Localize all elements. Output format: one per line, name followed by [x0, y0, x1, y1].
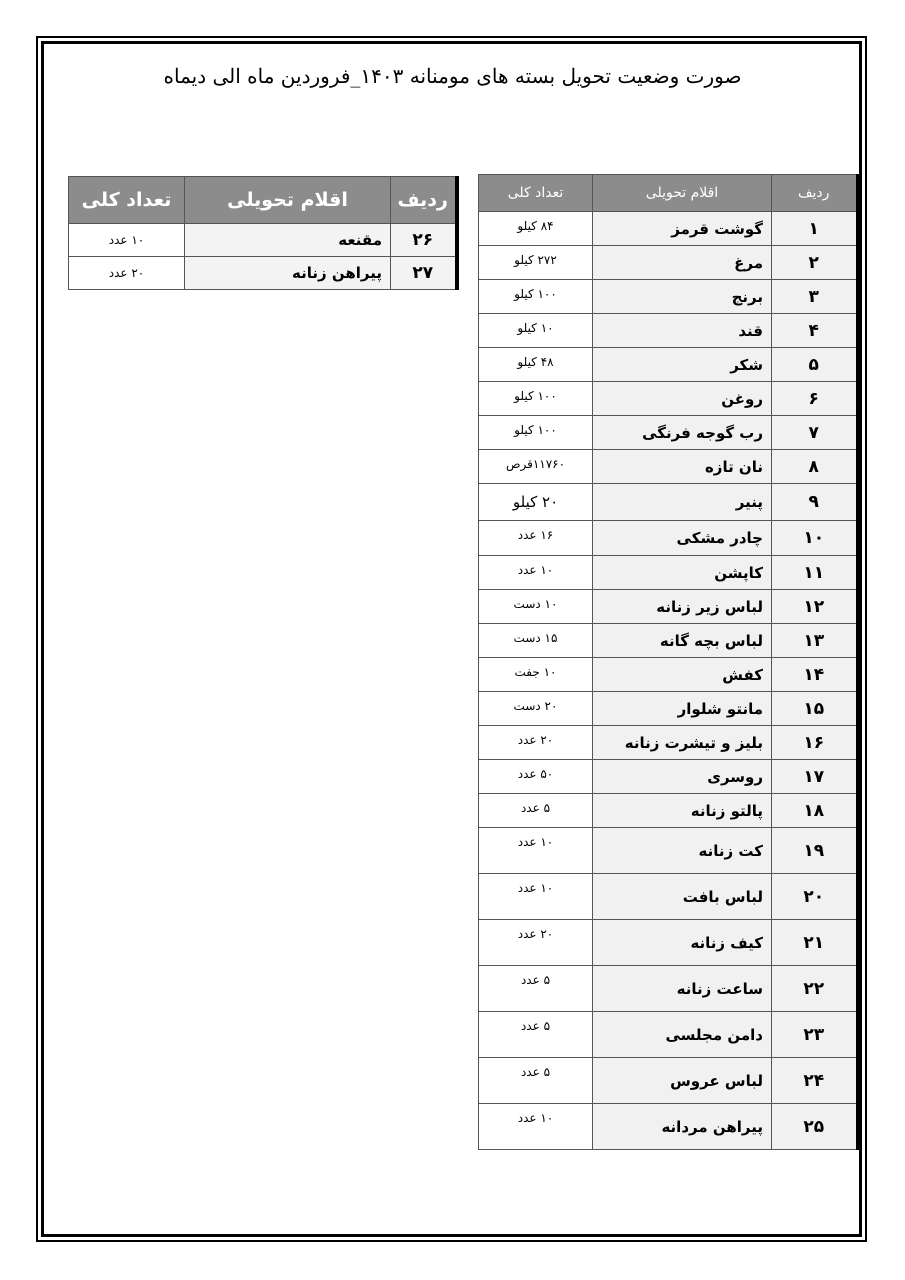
- main-table-item-name: کفش: [593, 658, 772, 692]
- main-table-item-name: گوشت قرمز: [593, 212, 772, 246]
- main-table-item-name: قند: [593, 314, 772, 348]
- main-table-row: [479, 624, 858, 658]
- main-table-item-name: کت زنانه: [593, 828, 772, 874]
- main-table-row-number: ۲۲: [772, 966, 858, 1012]
- main-table-row: [479, 658, 858, 692]
- main-table-item-name: لباس عروس: [593, 1058, 772, 1104]
- main-table-row-number: ۱۶: [772, 726, 858, 760]
- main-table-item-name: رب گوجه فرنگی: [593, 416, 772, 450]
- main-table-item-name: روسری: [593, 760, 772, 794]
- main-table-item-total: ۱۰ دست: [479, 590, 593, 624]
- main-table-row: [479, 760, 858, 794]
- main-table-row-number: ۲۱: [772, 920, 858, 966]
- main-table-item-name: کیف زنانه: [593, 920, 772, 966]
- main-table-row-number: ۲۰: [772, 874, 858, 920]
- main-table-row-number: ۱۵: [772, 692, 858, 726]
- side-header-item: اقلام تحویلی: [185, 177, 391, 224]
- side-table-item-total: ۲۰ عدد: [69, 257, 185, 290]
- main-table-item-name: مانتو شلوار: [593, 692, 772, 726]
- main-table-row-number: ۶: [772, 382, 858, 416]
- main-table-row: [479, 314, 858, 348]
- main-table-row: [479, 280, 858, 314]
- main-table-row: [479, 590, 858, 624]
- main-table-item-total: ۲۰ عدد: [479, 920, 593, 966]
- main-table-row-number: ۱۳: [772, 624, 858, 658]
- main-table-item-name: لباس زیر زنانه: [593, 590, 772, 624]
- main-table-row-number: ۲۴: [772, 1058, 858, 1104]
- main-header-total: تعداد کلی: [479, 175, 593, 212]
- main-table-row-number: ۲: [772, 246, 858, 280]
- side-table-row: [69, 224, 457, 257]
- main-table-item-name: لباس بافت: [593, 874, 772, 920]
- main-table-item-name: لباس بچه گانه: [593, 624, 772, 658]
- main-table-row: [479, 246, 858, 280]
- main-table-row: [479, 794, 858, 828]
- main-table-item-name: پیراهن مردانه: [593, 1104, 772, 1150]
- main-table-item-total: ۱۰۰ کیلو: [479, 382, 593, 416]
- main-table-item-total: ۲۰ عدد: [479, 726, 593, 760]
- side-table-item-name: مقنعه: [185, 224, 391, 257]
- main-table-row: [479, 966, 858, 1012]
- main-table-row: [479, 1104, 858, 1150]
- main-table-header-row: [479, 175, 858, 212]
- main-table-item-total: ۵۰ عدد: [479, 760, 593, 794]
- side-table-row: [69, 257, 457, 290]
- main-table-row: [479, 828, 858, 874]
- main-table-item-name: روغن: [593, 382, 772, 416]
- main-table-row: [479, 874, 858, 920]
- side-header-total: تعداد کلی: [69, 177, 185, 224]
- side-table-item-name: پیراهن زنانه: [185, 257, 391, 290]
- side-table-row-number: ۲۶: [391, 224, 457, 257]
- main-table-row: [479, 692, 858, 726]
- main-table-row: [479, 416, 858, 450]
- main-table-item-total: ۴۸ کیلو: [479, 348, 593, 382]
- side-table-header-row: [69, 177, 457, 224]
- page-title: صورت وضعیت تحویل بسته های مومنانه ۱۴۰۳_فروردین ماه الی دیماه: [163, 64, 742, 88]
- main-table-item-name: چادر مشکی: [593, 521, 772, 556]
- side-header-row-number: ردیف: [391, 177, 457, 224]
- main-table-row-number: ۱۹: [772, 828, 858, 874]
- main-table-row-number: ۱۲: [772, 590, 858, 624]
- main-table-item-total: ۵ عدد: [479, 966, 593, 1012]
- main-table-row: [479, 726, 858, 760]
- main-table-row-number: ۱۱: [772, 556, 858, 590]
- main-table-row: [479, 1012, 858, 1058]
- main-table-item-total: ۲۰ دست: [479, 692, 593, 726]
- main-table-item-total: ۱۰ عدد: [479, 828, 593, 874]
- main-table-row-number: ۵: [772, 348, 858, 382]
- main-table-item-total: ۵ عدد: [479, 1058, 593, 1104]
- main-table-item-name: کاپشن: [593, 556, 772, 590]
- main-table-row: [479, 556, 858, 590]
- main-table-item-name: مرغ: [593, 246, 772, 280]
- main-header-row-number: ردیف: [772, 175, 858, 212]
- main-table-item-total: ۱۰۰ کیلو: [479, 416, 593, 450]
- main-table-row-number: ۴: [772, 314, 858, 348]
- main-table-item-total: ۱۶ عدد: [479, 521, 593, 556]
- main-table-item-total: ۱۰ عدد: [479, 556, 593, 590]
- main-table-item-total: ۸۴ کیلو: [479, 212, 593, 246]
- main-table-row: [479, 920, 858, 966]
- main-table-item-total: ۱۰ کیلو: [479, 314, 593, 348]
- main-table-row: [479, 212, 858, 246]
- main-table-item-total: ۲۰ کیلو: [479, 484, 593, 521]
- main-table-row-number: ۲۳: [772, 1012, 858, 1058]
- side-table-item-total: ۱۰ عدد: [69, 224, 185, 257]
- main-table-row: [479, 348, 858, 382]
- main-table-item-total: ۵ عدد: [479, 794, 593, 828]
- main-table-item-name: برنج: [593, 280, 772, 314]
- side-table-row-number: ۲۷: [391, 257, 457, 290]
- main-table-item-total: ۱۱۷۶۰قرص: [479, 450, 593, 484]
- main-table-row-number: ۸: [772, 450, 858, 484]
- main-table-row-number: ۷: [772, 416, 858, 450]
- side-delivery-table: [68, 176, 459, 290]
- main-table-row: [479, 484, 858, 521]
- main-table-row-number: ۱۸: [772, 794, 858, 828]
- main-table-item-name: پالتو زنانه: [593, 794, 772, 828]
- main-table-row-number: ۳: [772, 280, 858, 314]
- main-table-item-name: ساعت زنانه: [593, 966, 772, 1012]
- main-table-item-total: ۱۰ عدد: [479, 874, 593, 920]
- main-table-row-number: ۲۵: [772, 1104, 858, 1150]
- main-delivery-table: [478, 174, 860, 1150]
- main-table-item-total: ۲۷۲ کیلو: [479, 246, 593, 280]
- main-table-row: [479, 382, 858, 416]
- main-table-row: [479, 521, 858, 556]
- main-table-row-number: ۱۴: [772, 658, 858, 692]
- main-header-item: اقلام تحویلی: [593, 175, 772, 212]
- main-table-item-name: بلیز و تیشرت زنانه: [593, 726, 772, 760]
- main-table-row: [479, 450, 858, 484]
- main-table-item-name: پنیر: [593, 484, 772, 521]
- main-table-item-total: ۱۰۰ کیلو: [479, 280, 593, 314]
- main-table-item-name: شکر: [593, 348, 772, 382]
- main-table-item-total: ۱۰ جفت: [479, 658, 593, 692]
- main-table-row-number: ۱۷: [772, 760, 858, 794]
- main-table-item-total: ۱۰ عدد: [479, 1104, 593, 1150]
- main-table-row-number: ۹: [772, 484, 858, 521]
- main-table-item-name: نان تازه: [593, 450, 772, 484]
- main-table-row-number: ۱: [772, 212, 858, 246]
- main-table-row-number: ۱۰: [772, 521, 858, 556]
- main-table-row: [479, 1058, 858, 1104]
- main-table-item-total: ۵ عدد: [479, 1012, 593, 1058]
- main-table-item-name: دامن مجلسی: [593, 1012, 772, 1058]
- main-table-item-total: ۱۵ دست: [479, 624, 593, 658]
